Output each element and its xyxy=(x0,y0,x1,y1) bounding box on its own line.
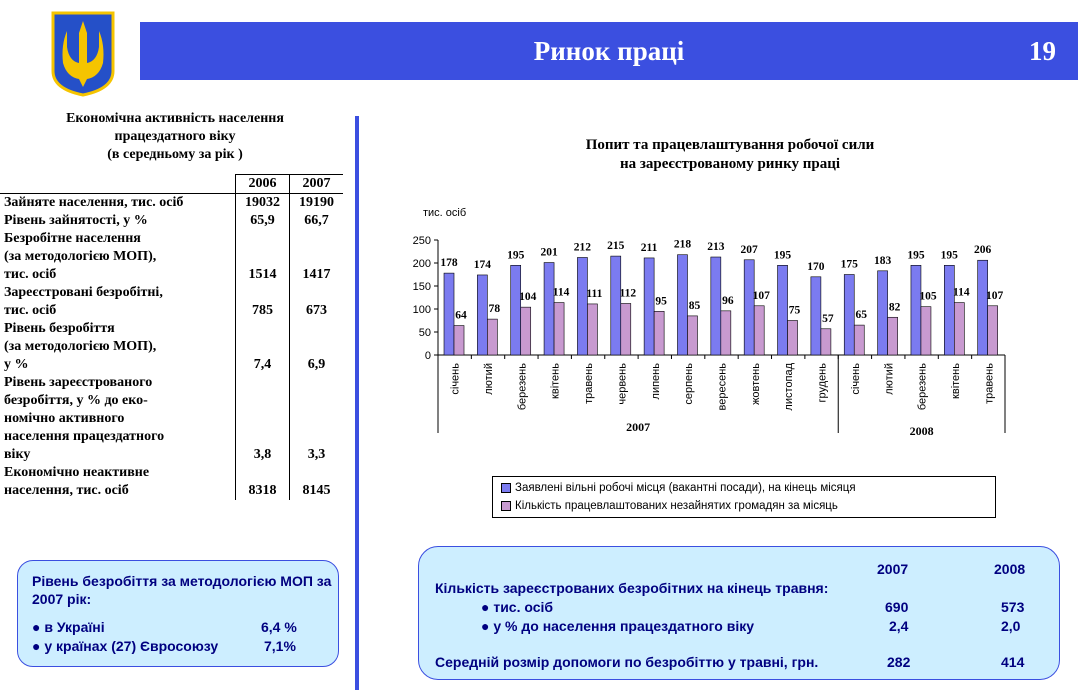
ilo-unemployment-box xyxy=(17,560,339,667)
table-cell-2007: 6,9 xyxy=(307,357,326,372)
left-title-line: Економічна активність населення xyxy=(66,111,284,126)
data-label-vacancies: 211 xyxy=(640,241,658,254)
x-tick-label: січень xyxy=(849,363,862,395)
table-row-label-line: (за методологією МОП), xyxy=(4,339,157,354)
table-row-label xyxy=(0,212,236,230)
table-row-label-line: Рівень безробіття xyxy=(4,321,115,336)
table-row xyxy=(0,284,343,320)
coat-of-arms-icon xyxy=(51,11,115,97)
legend-label: Заявлені вільні робочі місця (вакантні посади), на кінець місяця xyxy=(515,482,856,494)
table-row-label-line: населення працездатного xyxy=(4,429,165,444)
bar-vacancies xyxy=(711,257,721,355)
table-cell-2007: 66,7 xyxy=(304,213,329,228)
ilo-box-title: Рівень безробіття за методологією МОП за 2007 рік: xyxy=(32,573,332,607)
table-cell-2007: 673 xyxy=(306,303,327,318)
table-row-label-line: у % xyxy=(4,357,29,372)
bar-employed xyxy=(654,311,664,355)
reg-heading: Кількість зареєстрованих безробітних на кінець травня: xyxy=(435,580,829,596)
data-label-vacancies: 195 xyxy=(940,249,958,262)
bar-vacancies xyxy=(911,265,921,355)
y-tick-label: 100 xyxy=(412,304,431,316)
data-label-employed: 95 xyxy=(655,295,667,308)
data-label-vacancies: 206 xyxy=(974,244,992,257)
table-row-label-line: номічно активного xyxy=(4,411,125,426)
reg-row1-v2: 573 xyxy=(1001,599,1025,615)
bar-vacancies xyxy=(778,265,788,355)
table-cell-2006: 8318 xyxy=(236,464,290,500)
x-tick-label: березень xyxy=(516,363,529,411)
ilo-ukraine-value: 6,4 % xyxy=(261,619,297,635)
left-panel-title xyxy=(0,110,350,164)
legend-item-vacancies xyxy=(501,480,856,496)
reg-row1-v1: 690 xyxy=(885,599,909,615)
data-label-vacancies: 175 xyxy=(840,258,858,271)
data-label-employed: 114 xyxy=(552,286,570,299)
bar-vacancies xyxy=(811,277,821,355)
table-row xyxy=(0,374,343,464)
activity-table xyxy=(0,174,343,500)
x-tick-label: березень xyxy=(916,363,929,411)
table-body xyxy=(0,194,343,501)
data-label-vacancies: 215 xyxy=(607,240,625,253)
x-tick-label: серпень xyxy=(683,363,696,405)
x-tick-label: жовтень xyxy=(749,363,762,405)
data-label-vacancies: 178 xyxy=(440,257,458,270)
table-row-label-line: тис. осіб xyxy=(4,303,57,318)
bar-employed xyxy=(487,319,497,355)
data-label-vacancies: 207 xyxy=(740,243,758,256)
x-tick-label: травень xyxy=(983,363,996,404)
data-label-vacancies: 195 xyxy=(907,249,925,262)
data-label-vacancies: 218 xyxy=(673,238,692,251)
table-row-label xyxy=(0,230,236,284)
bar-employed xyxy=(587,304,597,355)
bar-vacancies xyxy=(878,271,888,355)
x-tick-label: квітень xyxy=(549,363,562,399)
table-cell-2007: 19190 xyxy=(299,195,334,210)
table-cell-2006: 1514 xyxy=(236,230,290,284)
table-cell-2006: 65,9 xyxy=(236,212,290,230)
data-label-employed: 75 xyxy=(788,304,801,317)
ilo-eu-value: 7,1% xyxy=(264,638,296,654)
bar-vacancies xyxy=(744,260,754,355)
table-cell-2006: 19032 xyxy=(236,194,290,213)
y-tick-label: 150 xyxy=(412,281,431,293)
table-row-label-line: Рівень зайнятості, у % xyxy=(4,213,148,228)
bar-employed xyxy=(988,306,998,355)
data-label-employed: 65 xyxy=(855,309,867,322)
bar-employed xyxy=(888,317,898,355)
table-row xyxy=(0,464,343,500)
table-row xyxy=(0,230,343,284)
reg-row2-v2: 2,0 xyxy=(1001,618,1021,634)
table-cell-2007: 1417 xyxy=(302,267,331,282)
data-label-employed: 85 xyxy=(688,299,701,312)
bar-employed xyxy=(754,306,764,355)
reg-row3-v1: 282 xyxy=(887,654,911,670)
legend-swatch xyxy=(501,483,511,493)
chart-title xyxy=(540,136,920,174)
table-row-label-line: Рівень зареєстрованого xyxy=(4,375,153,390)
bar-employed xyxy=(854,325,864,355)
data-label-employed: 107 xyxy=(752,289,770,302)
y-tick-label: 0 xyxy=(424,350,431,362)
table-row-label xyxy=(0,320,236,374)
x-tick-label: грудень xyxy=(816,363,829,403)
data-label-vacancies: 170 xyxy=(807,260,825,273)
bar-employed xyxy=(521,307,531,355)
x-tick-label: липень xyxy=(649,363,662,400)
data-label-employed: 104 xyxy=(519,291,537,304)
table-row xyxy=(0,212,343,230)
bar-vacancies xyxy=(511,265,521,355)
table-row-label xyxy=(0,374,236,464)
left-title-line: працездатного віку xyxy=(114,129,236,144)
data-label-vacancies: 201 xyxy=(540,246,558,259)
table-row xyxy=(0,194,343,213)
bar-employed xyxy=(821,329,831,355)
x-tick-label: червень xyxy=(616,363,629,405)
y-axis-label: тис. осіб xyxy=(423,207,467,219)
data-label-vacancies: 213 xyxy=(707,241,725,254)
table-row-label-line: населення, тис. осіб xyxy=(4,483,129,498)
table-row-label-line: віку xyxy=(4,447,31,462)
year-label: 2007 xyxy=(626,420,651,434)
reg-row2-v1: 2,4 xyxy=(889,618,909,634)
table-header-2006: 2006 xyxy=(236,175,290,194)
bar-vacancies xyxy=(644,258,654,355)
chart-title-line: Попит та працевлаштування робочої сили xyxy=(585,137,875,153)
registered-unemployed-box xyxy=(418,546,1060,680)
chart-title-line: на зареєстрованому ринку праці xyxy=(619,156,841,172)
data-label-vacancies: 195 xyxy=(507,249,525,262)
x-tick-label: лютий xyxy=(883,363,896,395)
data-label-employed: 96 xyxy=(722,294,734,307)
table-row-label-line: Зайняте населення, тис. осіб xyxy=(4,195,184,210)
page-number: 19 xyxy=(1029,36,1056,66)
table-row-label-line: безробіття, у % до еко- xyxy=(4,393,148,408)
table-row-label-line: Зареєстровані безробітні, xyxy=(4,285,163,300)
data-label-employed: 82 xyxy=(888,301,901,314)
bar-employed xyxy=(454,326,464,355)
legend-swatch xyxy=(501,501,511,511)
table-row-label-line: Економічно неактивне xyxy=(4,465,150,480)
table-row-label-line: тис. осіб xyxy=(4,267,57,282)
table-cell-2006: 3,8 xyxy=(236,374,290,464)
bar-employed xyxy=(954,303,964,355)
data-label-employed: 111 xyxy=(586,287,603,300)
data-label-employed: 64 xyxy=(455,309,467,322)
bar-vacancies xyxy=(978,260,988,355)
reg-row2-label: ● у % до населення працездатного віку xyxy=(481,618,755,634)
reg-row1-label: ● тис. осіб xyxy=(481,599,554,615)
bar-employed xyxy=(921,307,931,355)
ilo-ukraine-label: ● в Україні xyxy=(32,619,105,635)
data-label-vacancies: 195 xyxy=(773,249,792,262)
data-label-employed: 105 xyxy=(919,290,937,303)
table-row-label xyxy=(0,194,236,213)
table-header-2007: 2007 xyxy=(290,175,344,194)
table-cell-2006: 7,4 xyxy=(236,320,290,374)
reg-col-2008: 2008 xyxy=(994,561,1026,577)
ilo-eu-label: ● у країнах (27) Євросоюзу xyxy=(32,638,219,654)
table-header-row xyxy=(0,175,343,194)
table-cell-2006: 785 xyxy=(236,284,290,320)
x-tick-label: січень xyxy=(449,363,462,395)
data-label-employed: 114 xyxy=(952,286,970,299)
data-label-employed: 112 xyxy=(619,287,637,300)
x-tick-label: вересень xyxy=(716,363,729,411)
table-row-label-line: (за методологією МОП), xyxy=(4,249,157,264)
bar-chart xyxy=(395,200,1035,450)
table-cell-2007: 3,3 xyxy=(307,447,326,462)
data-label-vacancies: 212 xyxy=(573,241,592,254)
bar-vacancies xyxy=(611,256,621,355)
bar-vacancies xyxy=(544,263,554,355)
left-title-line: (в середньому за рік ) xyxy=(107,147,243,162)
bar-vacancies xyxy=(477,275,487,355)
legend-label: Кількість працевлаштованих незайнятих громадян за місяць xyxy=(515,500,838,512)
table-header-empty xyxy=(0,175,236,194)
reg-row3-label: Середній розмір допомоги по безробіттю у травні, грн. xyxy=(435,654,819,670)
x-tick-label: лютий xyxy=(483,363,496,395)
y-tick-label: 250 xyxy=(412,235,431,247)
y-tick-label: 200 xyxy=(412,258,431,270)
data-label-employed: 78 xyxy=(488,303,501,316)
data-label-employed: 57 xyxy=(822,312,834,325)
bar-employed xyxy=(621,303,631,355)
data-label-employed: 107 xyxy=(986,289,1004,302)
bar-employed xyxy=(721,311,731,355)
bar-employed xyxy=(687,316,697,355)
reg-col-2007: 2007 xyxy=(877,561,909,577)
page-title: Ринок праці xyxy=(533,36,685,66)
bar-vacancies xyxy=(444,273,454,355)
table-row-label xyxy=(0,284,236,320)
table-row xyxy=(0,320,343,374)
chart-legend xyxy=(492,476,996,518)
bar-employed xyxy=(788,321,798,356)
legend-item-employed xyxy=(501,498,838,514)
x-tick-label: травень xyxy=(583,363,596,404)
table-cell-2007: 8145 xyxy=(302,483,331,498)
x-tick-label: листопад xyxy=(783,363,796,411)
data-label-vacancies: 174 xyxy=(473,258,491,271)
bar-vacancies xyxy=(577,257,587,355)
table-row-label-line: Безробітне населення xyxy=(4,231,141,246)
reg-row3-v2: 414 xyxy=(1001,654,1025,670)
bar-vacancies xyxy=(844,275,854,356)
y-tick-label: 50 xyxy=(418,327,431,339)
data-label-vacancies: 183 xyxy=(873,254,892,267)
bar-vacancies xyxy=(677,255,687,355)
bar-vacancies xyxy=(944,265,954,355)
bar-employed xyxy=(554,303,564,355)
table-row-label xyxy=(0,464,236,500)
vertical-divider xyxy=(355,116,359,690)
header-bar xyxy=(140,22,1078,80)
year-label: 2008 xyxy=(909,424,934,438)
x-tick-label: квітень xyxy=(949,363,962,399)
